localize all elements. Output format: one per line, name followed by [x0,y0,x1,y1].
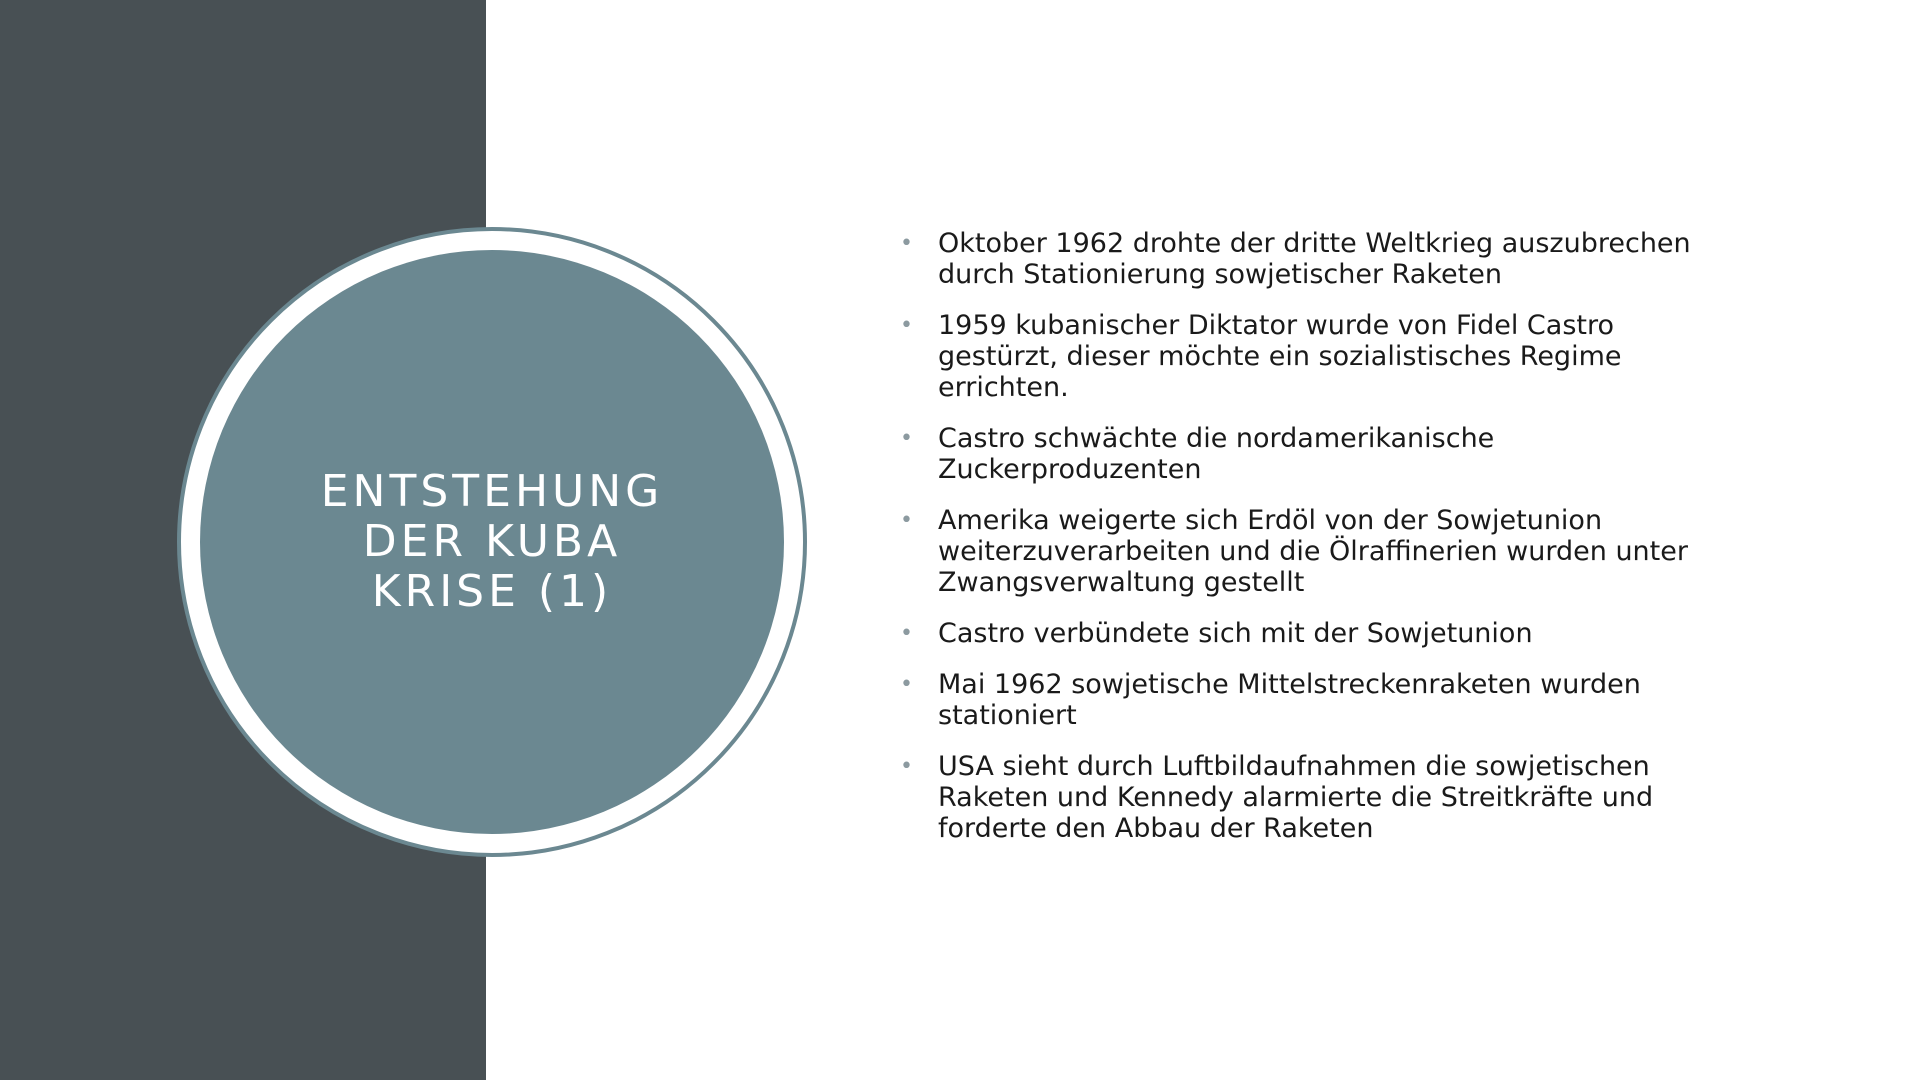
bullet-icon: • [900,672,913,697]
bullet-icon: • [900,754,913,779]
bullet-item [900,618,1720,649]
bullet-text: 1959 kubanischer Diktator wurde von Fidel Castro gestürzt, dieser möchte ein sozialistisches Regime errichten. [938,310,1622,403]
content-area [900,228,1720,864]
bullet-icon: • [900,621,913,646]
bullet-icon: • [900,508,913,533]
bullet-text: USA sieht durch Luftbildaufnahmen die sowjetischen Raketen und Kennedy alarmierte die Streitkräfte und forderte den Abbau der Raketen [938,751,1654,844]
bullet-text: Oktober 1962 drohte der dritte Weltkrieg auszubrechen durch Stationierung sowjetischer Raketen [938,228,1691,290]
bullet-item [900,669,1720,731]
bullet-text: Castro verbündete sich mit der Sowjetunion [938,618,1533,649]
bullet-item [900,423,1720,485]
bullet-item [900,310,1720,403]
bullet-icon: • [900,231,913,256]
bullet-list [900,228,1720,844]
bullet-item [900,751,1720,844]
bullet-text: Mai 1962 sowjetische Mittelstreckenraketen wurden stationiert [938,669,1641,731]
bullet-item [900,505,1720,598]
bullet-icon: • [900,313,913,338]
bullet-item [900,228,1720,290]
bullet-icon: • [900,426,913,451]
slide-title: ENTSTEHUNG DER KUBA KRISE (1) [320,466,664,617]
title-circle [200,250,784,834]
bullet-text: Castro schwächte die nordamerikanische Zuckerproduzenten [938,423,1495,485]
bullet-text: Amerika weigerte sich Erdöl von der Sowjetunion weiterzuverarbeiten und die Ölraffinerien wurden unter Zwangsverwaltung gestellt [938,505,1688,598]
